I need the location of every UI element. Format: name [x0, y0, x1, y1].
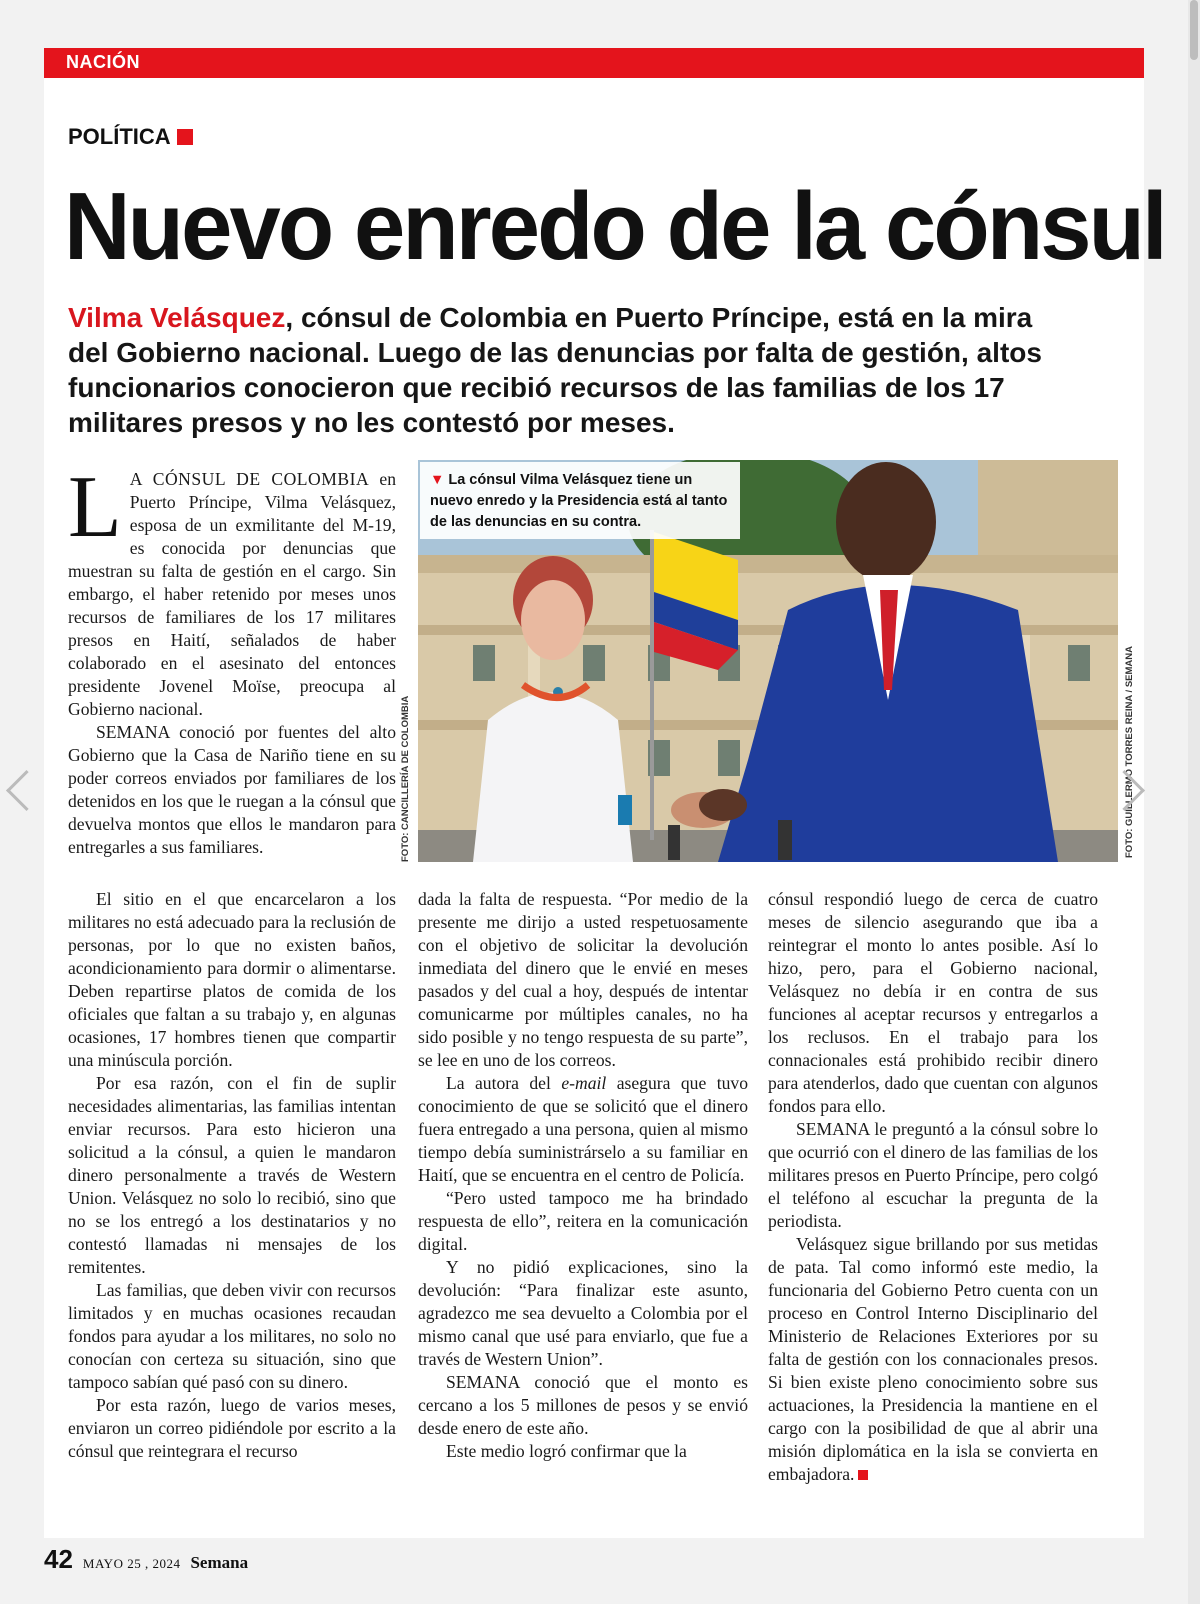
- paragraph: dada la falta de respuesta. “Por medio de la presente me dirijo a usted respetuosamente con el objetivo de solicitar la devolución inmediata del dinero que le envié en meses pasados y del cual a hoy, después de intentar comunicarme por múltiples canales, no ha sido posible y no tengo respuesta de su parte”, se lee en uno de los correos.: [418, 889, 748, 1070]
- caption-text: La cónsul Vilma Velásquez tiene un nuevo enredo y la Presidencia está al tanto de las denuncias en su contra.: [430, 472, 728, 530]
- paragraph: El sitio en el que encarcelaron a los militares no está adecuado para la reclusión de personas, por lo que no existen baños, acondicionamiento para dormir o alimentarse. Deben repartirse platos de comida de los oficiales que faltan a su trabajo y, en algunas ocasiones, 17 hombres tienen que compartir una minúscula porción.: [68, 889, 396, 1070]
- section-bar: [44, 48, 1144, 78]
- article-column-1-top: [68, 459, 396, 859]
- photo-credit-right: FOTO: GUILLERMO TORRES REINA / SEMANA: [1124, 646, 1135, 858]
- photo-credit-left: FOTO: CANCILLERÍA DE COLOMBIA: [400, 695, 411, 862]
- article-column-3: [768, 888, 1098, 1486]
- paragraph: SEMANA le preguntó a la cónsul sobre lo que ocurrió con el dinero de las familias de los militares presos en Puerto Príncipe, pero colgó el teléfono al escuchar la pregunta de la periodista.: [768, 1119, 1098, 1231]
- paragraph-text: La autora del: [446, 1073, 562, 1093]
- page-number: 42: [44, 1544, 73, 1574]
- paragraph: Por esta razón, luego de varios meses, enviaron un correo pidiéndole por escrito a la cónsul que reintegrara el recurso: [68, 1395, 396, 1461]
- paragraph: Por esa razón, con el fin de suplir necesidades alimentarias, las familias intentan enviar recursos. Para esto hicieron una solicitud a la cónsul, a quien le mandaron dinero personalmente a través de Western Union. Velásquez no solo lo recibió, sino que no se los entregó a los destinatarios y no contestó llamadas ni mensajes de los remitentes.: [68, 1073, 396, 1277]
- lead-text: , cónsul de Colombia en Puerto Príncipe, está en la mira del Gobierno nacional. Luego de las denuncias por falta de gestión, altos funcionarios conocieron que recibió recursos de las familias de los 17 militares presos y no les contestó por meses.: [68, 302, 1042, 438]
- article-column-2: [418, 888, 748, 1463]
- paragraph: cónsul respondió luego de cerca de cuatro meses de silencio asegurando que iba a reintegrar el monto lo antes posible. Así lo hizo, pero, para el Gobierno nacional, Velásquez no debía ir en contra de sus funciones al aceptar recursos y entregarlos a los reclusos. En el trabajo para los connacionales está prohibido recibir dinero para atenderlos, dado que cuentan con algunos fondos para ello.: [768, 889, 1098, 1116]
- paragraph-text: en Puerto Príncipe, Vilma Velásquez, esposa de un exmilitante del M-19, es conocida por denuncias que muestran su falta de gestión en el cargo. Sin embargo, el haber retenido por meses unos recursos de familiares de los 17 militares presos en Haití, señalados de haber colaborado en el asesinato del entonces presidente Jovenel Moïse, preocupa al Gobierno nacional.: [68, 469, 396, 719]
- paragraph: Y no pidió explicaciones, sino la devolución: “Para finalizar este asunto, agradezco me sea devuelto a Colombia por el mismo canal que usé para enviarlo, que fue a través de Western Union”.: [418, 1257, 748, 1369]
- paragraph: [768, 1233, 1098, 1486]
- photo-caption: [420, 462, 740, 539]
- email-term: e-mail: [561, 1073, 607, 1093]
- issue-date: MAYO 25 , 2024: [82, 1556, 181, 1571]
- lead-name: Vilma Velásquez: [68, 302, 286, 333]
- paragraph: SEMANA conoció por fuentes del alto Gobierno que la Casa de Nariño tiene en su poder correos enviados por familiares de los detenidos en los que le ruegan a la cónsul que devuelva montos que ellos le mandaron para entregarles a sus familiares.: [68, 722, 396, 857]
- kicker: [68, 124, 193, 150]
- page-footer: [44, 1544, 248, 1575]
- previous-page-icon[interactable]: [6, 770, 47, 811]
- kicker-square-icon: [177, 129, 193, 145]
- end-mark-icon: [858, 1470, 868, 1480]
- paragraph: “Pero usted tampoco me ha brindado respuesta de ello”, reitera en la comunicación digital.: [418, 1188, 748, 1254]
- scrollbar[interactable]: [1188, 0, 1200, 1604]
- magazine-name: Semana: [190, 1553, 249, 1572]
- kicker-label: POLÍTICA: [68, 124, 171, 149]
- paragraph: Las familias, que deben vivir con recursos limitados y en muchas ocasiones recaudan fondos para ayudar a los militares, no solo no conocían con certeza su situación, sino que tampoco sabían qué pasó con su dinero.: [68, 1280, 396, 1392]
- paragraph-text: Velásquez sigue brillando por sus metidas de pata. Tal como informó este medio, la funcionaria del Gobierno Petro cuenta con un proceso en Control Interno Disciplinario del Ministerio de Relaciones Exteriores por su falta de gestión con los connacionales presos. Si bien existe pleno conocimiento sobre sus actuaciones, la Presidencia la mantiene en el cargo con la posibilidad de que al abrir una misión diplomática en la isla se convierta en embajadora.: [768, 1234, 1098, 1484]
- paragraph: [68, 459, 396, 721]
- opening-caps: A CÓNSUL DE COLOMBIA: [129, 469, 370, 489]
- headline: Nuevo enredo de la cónsul: [64, 173, 1165, 280]
- paragraph: SEMANA conoció que el monto es cercano a los 5 millones de pesos y se envió desde enero de este año.: [418, 1372, 748, 1438]
- section-label: NACIÓN: [66, 52, 140, 72]
- lead-paragraph: [68, 300, 1048, 440]
- paragraph: [418, 1072, 748, 1187]
- paragraph-text: asegura que tuvo conocimiento de que se solicitó que el dinero fuera entregado a una persona, quien al mismo tiempo debía suministrárselo a su familiar en Haití, que se encuentra en el centro de Policía.: [418, 1073, 748, 1185]
- drop-cap: L: [68, 459, 122, 556]
- article-column-1-bottom: [68, 888, 396, 1463]
- paragraph: Este medio logró confirmar que la: [446, 1441, 687, 1461]
- scrollbar-thumb[interactable]: [1190, 0, 1198, 60]
- caption-triangle-icon: ▼: [430, 472, 445, 488]
